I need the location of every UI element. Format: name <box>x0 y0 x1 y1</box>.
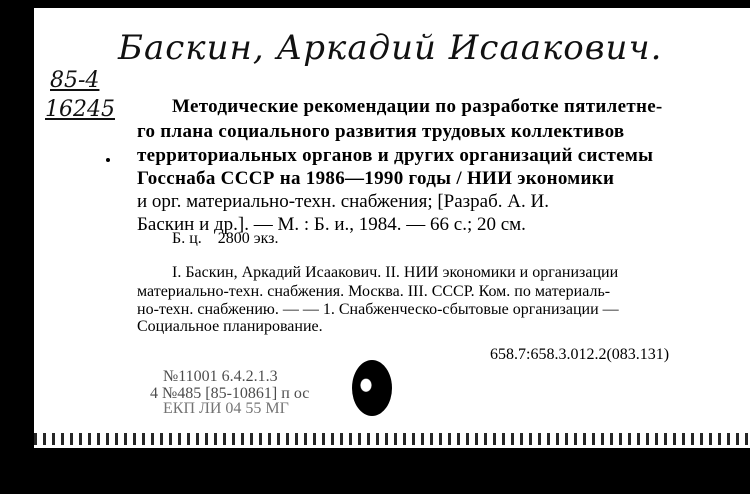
handwritten-author: Баскин, Аркадий Исаакович. <box>118 28 663 68</box>
title-line-2: го плана социального развития трудовых коллективов <box>137 121 625 142</box>
footer-line-1: №11001 6.4.2.1.3 <box>163 368 278 385</box>
price-line: Б. ц. 2800 экз. <box>172 230 279 247</box>
title-line-6: Баскин и др.]. — М. : Б. и., 1984. — 66 с.; 20 см. <box>137 214 526 235</box>
title-line-5: и орг. материально-техн. снабжения; [Разраб. А. И. <box>137 191 549 212</box>
bottom-dotted-edge <box>34 433 750 445</box>
left-scan-border <box>0 0 34 494</box>
handwritten-code-top: 85-4 <box>50 68 100 93</box>
tracing-line-3: но-техн. снабжению. — — 1. Снабженческо-сбытовые организации — <box>137 301 619 318</box>
footer-line-2: 4 №485 [85-10861] п ос <box>150 385 310 402</box>
tracing-line-1: I. Баскин, Аркадий Исаакович. II. НИИ экономики и организации <box>172 264 619 281</box>
title-line-3: территориальных органов и других организаций системы <box>137 145 654 166</box>
tracing-line-2: материально-техн. снабжения. Москва. III. СССР. Ком. по материаль- <box>137 283 611 300</box>
udc-code: 658.7:658.3.012.2(083.131) <box>490 346 670 363</box>
punch-hole-mark <box>352 360 392 416</box>
title-line-4: Госснаба СССР на 1986—1990 годы / НИИ экономики <box>137 168 615 189</box>
footer-line-3: ЕКП ЛИ 04 55 МГ <box>163 400 289 417</box>
tracing-line-4: Социальное планирование. <box>137 318 323 335</box>
margin-dot <box>106 158 110 162</box>
bottom-scan-border <box>34 448 750 494</box>
handwritten-code-bottom: 16245 <box>45 97 115 122</box>
title-line-1: Методические рекомендации по разработке пятилетне- <box>172 96 663 117</box>
